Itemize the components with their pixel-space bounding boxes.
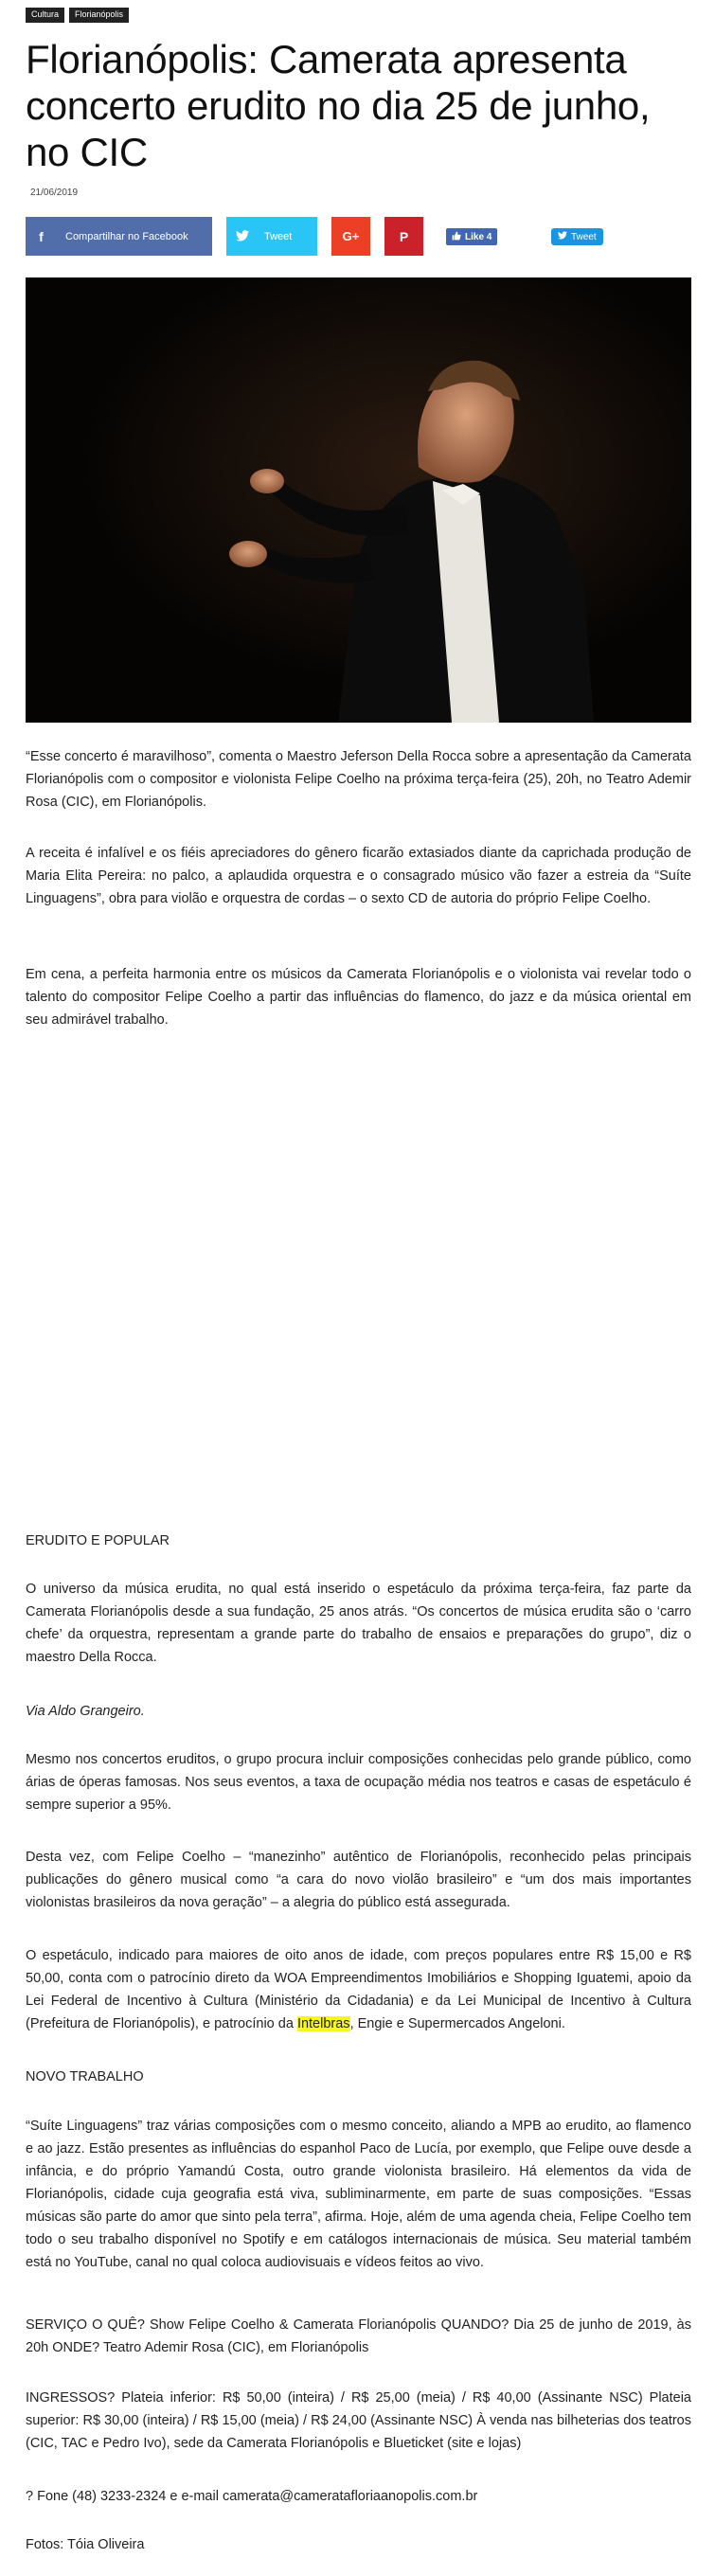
- category-tags: [26, 8, 129, 23]
- pinterest-icon: P: [399, 228, 409, 244]
- article-paragraph: Mesmo nos concertos eruditos, o grupo procura incluir composições conhecidas pelo grande público, como árias de óperas famosas. Nos seus eventos, a taxa de ocupação média nos teatros e casas de espetáculo é sempre superior a 95%.: [26, 1752, 691, 1813]
- thumbs-up-icon: [452, 231, 461, 243]
- category-tag-florianopolis[interactable]: Florianópolis: [69, 8, 129, 23]
- twitter-bird-icon: [226, 229, 259, 244]
- article-paragraph: A receita é infalível e os fiéis apreciadores do gênero ficarão extasiados diante da caprichada produção de Maria Elita Pereira: no palco, a aplaudida orquestra e o consagrado músico vão fazer a estreia da “Suíte Linguagens”, obra para violão e orquestra de cordas – o sexto CD de autoria do próprio Felipe Coelho.: [26, 846, 691, 906]
- article-paragraph: O universo da música erudita, no qual está inserido o espetáculo da próxima terça-feira, faz parte da Camerata Florianópolis desde a sua fundação, 25 anos atrás. “Os concertos de música erudita são o ‘carro chefe’ da orquestra, representam a grande parte do trabalho de ensaios e preparações do grupo”, diz o maestro Della Rocca.: [26, 1582, 691, 1665]
- facebook-share-label: Compartilhar no Facebook: [65, 230, 188, 242]
- share-bar: [26, 217, 423, 256]
- googleplus-share-button[interactable]: [331, 217, 370, 256]
- facebook-icon: f: [39, 228, 44, 244]
- paragraph-text: , Engie e Supermercados Angeloni.: [349, 2016, 565, 2031]
- article-date: 21/06/2019: [30, 188, 79, 198]
- article-paragraph: INGRESSOS? Plateia inferior: R$ 50,00 (inteira) / R$ 25,00 (meia) / R$ 40,00 (Assinante NSC) Plateia superior: R$ 30,00 (inteira) / R$ 15,00 (meia) / R$ 24,00 (Assinante NSC) À venda nas bilheterias dos teatros (CIC, TAC e Pedro Ivo), sede da Camerata Florianópolis e Blueticket (site e lojas): [26, 2390, 691, 2451]
- section-heading: NOVO TRABALHO: [26, 2069, 144, 2084]
- twitter-bird-icon: [558, 231, 567, 242]
- tweet-button[interactable]: [551, 228, 603, 245]
- article-paragraph: “Suíte Linguagens” traz várias composições com o mesmo conceito, aliando a MPB ao erudito, ao flamenco e ao jazz. Estão presentes as influências do espanhol Paco de Lucía, por exemplo, que Felipe ouve desde a infância, e do próprio Yamandú Costa, outro grande violonista brasileiro. Há elementos da vida de Florianópolis, cidade cuja geografia está viva, subliminarmente, em parte de suas composições. “Essas músicas são parte do amor que sinto pela terra”, afirma. Hoje, além de uma agenda cheia, Felipe Coelho tem todo o seu trabalho disponível no Spotify e em catálogos internacionais de música. Seu material também está no YouTube, canal no qual coloca audiovisuais e vídeos feitos ao vivo.: [26, 2119, 691, 2270]
- twitter-share-button[interactable]: [226, 217, 317, 256]
- article-paragraph: SERVIÇO O QUÊ? Show Felipe Coelho & Camerata Florianópolis QUANDO? Dia 25 de junho de 2019, às 20h ONDE? Teatro Ademir Rosa (CIC), em Florianópolis: [26, 2317, 691, 2355]
- tweet-label: Tweet: [571, 231, 597, 242]
- article-photo-conductor: [26, 277, 691, 723]
- article-paragraph: [26, 1944, 691, 2035]
- article-title: Florianópolis: Camerata apresenta concerto erudito no dia 25 de junho, no CIC: [26, 37, 651, 174]
- contact-line: ? Fone (48) 3233-2324 e e-mail camerata@cameratafloriaanopolis.com.br: [26, 2489, 478, 2504]
- google-plus-icon: G+: [342, 229, 360, 243]
- sponsor-link-intelbras[interactable]: Intelbras: [296, 2016, 350, 2031]
- like-label: Like 4: [465, 231, 492, 242]
- paragraph-text: O espetáculo, indicado para maiores de oito anos de idade, com preços populares entre R$ 15,00 e R$ 50,00, conta com o patrocínio direto da WOA Empreendimentos Imobiliários e Shopping Iguatemi, apoio da Lei Federal de Incentivo à Cultura (Ministério da Cidadania) e da Lei Municipal de Incentivo à Cultura (Prefeitura de Florianópolis), e patrocínio da: [26, 1948, 691, 2031]
- article-paragraph: Em cena, a perfeita harmonia entre os músicos da Camerata Florianópolis e o violonista vai revelar todo o talento do compositor Felipe Coelho a partir das influências do flamenco, do jazz e da música oriental em seu admirável trabalho.: [26, 967, 691, 1028]
- photo-credit-link[interactable]: Via Aldo Grangeiro.: [26, 1704, 145, 1719]
- facebook-share-button[interactable]: [26, 217, 212, 256]
- pinterest-share-button[interactable]: [384, 217, 423, 256]
- twitter-share-label: Tweet: [264, 230, 293, 242]
- photo-credit: Fotos: Tóia Oliveira: [26, 2537, 145, 2552]
- article-paragraph: Desta vez, com Felipe Coelho – “manezinho” autêntico de Florianópolis, reconhecido pelas principais publicações do gênero musical como “a cara do novo violão brasileiro” e “um dos mais importantes violonistas brasileiros da nova geração” – a alegria do público está assegurada.: [26, 1850, 691, 1910]
- category-tag-cultura[interactable]: Cultura: [26, 8, 64, 23]
- facebook-like-button[interactable]: [446, 228, 497, 245]
- article-paragraph: “Esse concerto é maravilhoso”, comenta o Maestro Jeferson Della Rocca sobre a apresentação da Camerata Florianópolis com o compositor e violonista Felipe Coelho na próxima terça-feira (25), 20h, no Teatro Ademir Rosa (CIC), em Florianópolis.: [26, 749, 691, 810]
- section-heading: ERUDITO E POPULAR: [26, 1533, 170, 1548]
